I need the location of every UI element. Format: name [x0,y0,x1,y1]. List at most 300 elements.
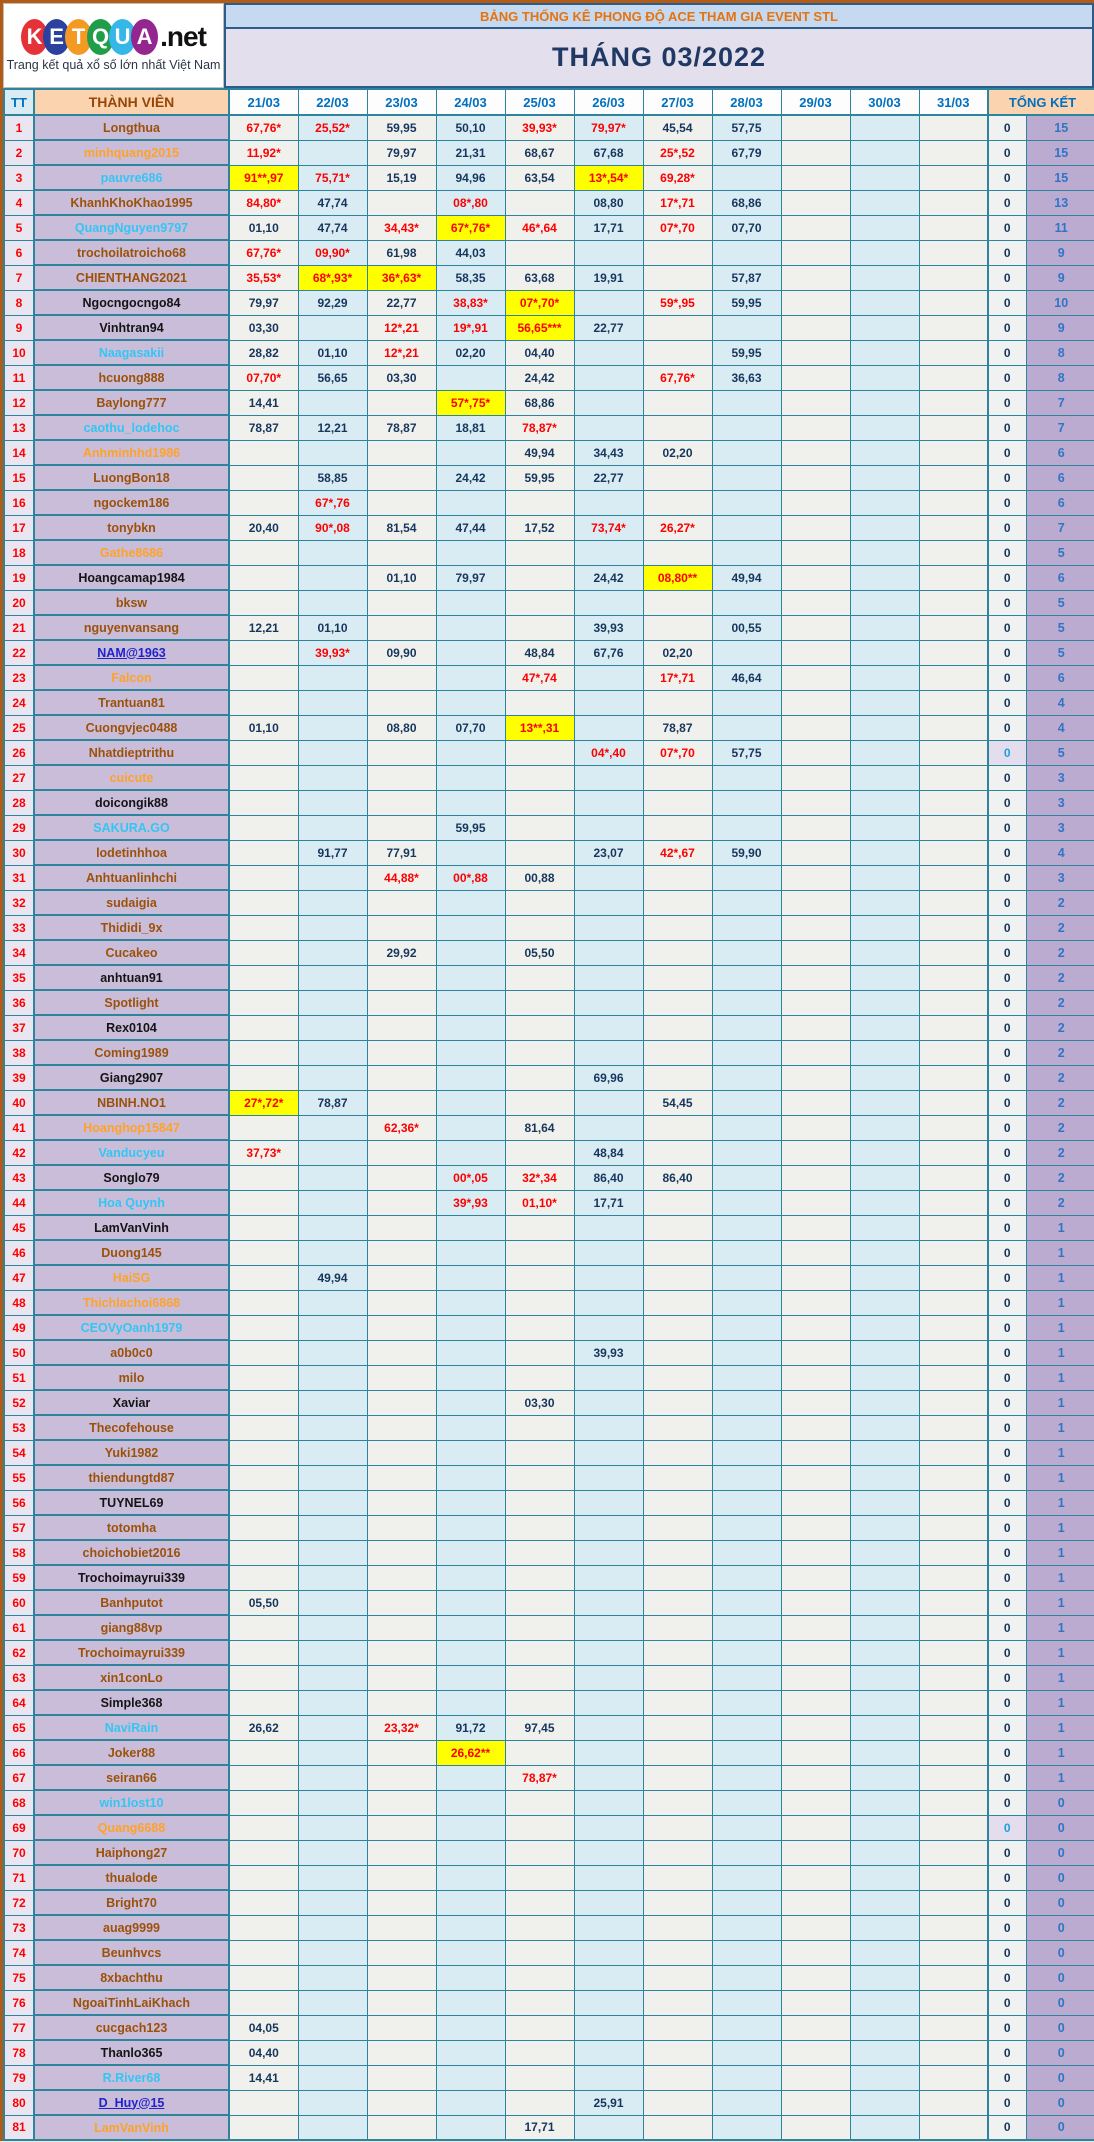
summary-total: 1 [1026,1365,1094,1390]
score-cell [367,1015,436,1040]
score-cell [781,1365,850,1390]
score-cell [367,1765,436,1790]
member-name: anhtuan91 [34,965,229,990]
score-cell [505,1215,574,1240]
score-cell [436,615,505,640]
row-number: 58 [4,1540,34,1565]
score-cell [712,390,781,415]
score-cell [367,2115,436,2140]
stats-table [3,88,1094,2141]
score-cell [298,590,367,615]
score-cell: 78,87* [505,415,574,440]
summary-total: 11 [1026,215,1094,240]
score-cell [229,1340,298,1365]
member-name: Anhminhhd1986 [34,440,229,465]
score-cell [919,665,988,690]
score-cell: 59*,95 [643,290,712,315]
score-cell [850,865,919,890]
score-cell [574,1465,643,1490]
summary-zero: 0 [988,765,1026,790]
row-number: 72 [4,1890,34,1915]
member-name: sudaigia [34,890,229,915]
summary-total: 0 [1026,1815,1094,1840]
score-cell: 47*,74 [505,665,574,690]
score-cell [850,1890,919,1915]
row-number: 63 [4,1665,34,1690]
score-cell [781,1065,850,1090]
score-cell [367,1140,436,1165]
member-name: Giang2907 [34,1065,229,1090]
score-cell [919,2065,988,2090]
score-cell [505,1315,574,1340]
score-cell [850,615,919,640]
score-cell [505,1240,574,1265]
score-cell [712,1490,781,1515]
score-cell [574,1390,643,1415]
score-cell [850,115,919,140]
score-cell [643,1065,712,1090]
summary-total: 0 [1026,1940,1094,1965]
score-cell [850,1990,919,2015]
row-number: 61 [4,1615,34,1640]
score-cell [298,1115,367,1140]
score-cell [298,1165,367,1190]
summary-zero: 0 [988,1265,1026,1290]
score-cell [367,1690,436,1715]
score-cell [436,1790,505,1815]
score-cell [574,1115,643,1140]
score-cell: 12,21 [298,415,367,440]
score-cell [436,740,505,765]
score-cell: 86,40 [574,1165,643,1190]
score-cell [850,1315,919,1340]
score-cell [505,965,574,990]
table-row [4,2090,1094,2115]
member-name: Quang6688 [34,1815,229,1840]
table-row [4,290,1094,315]
score-cell [436,2040,505,2065]
table-row [4,1140,1094,1165]
score-cell [712,1340,781,1365]
score-cell [367,1540,436,1565]
score-cell: 17,71 [574,1190,643,1215]
score-cell [781,465,850,490]
score-cell [298,1815,367,1840]
score-cell [712,1690,781,1715]
score-cell [850,1615,919,1640]
member-name: Hoa Quynh [34,1190,229,1215]
member-name: Thichlachoi6868 [34,1290,229,1315]
score-cell [505,1290,574,1315]
score-cell [436,1265,505,1290]
score-cell [574,990,643,1015]
row-number: 74 [4,1940,34,1965]
score-cell [505,1090,574,1115]
score-cell [850,515,919,540]
member-name: trochoilatroicho68 [34,240,229,265]
score-cell [781,490,850,515]
score-cell [505,790,574,815]
score-cell [436,665,505,690]
score-cell [643,1715,712,1740]
score-cell [367,815,436,840]
score-cell [505,1840,574,1865]
member-name: Trantuan81 [34,690,229,715]
score-cell: 19,91 [574,265,643,290]
score-cell [781,365,850,390]
score-cell [229,1540,298,1565]
score-cell [229,1665,298,1690]
table-row [4,1290,1094,1315]
score-cell: 49,94 [712,565,781,590]
score-cell [505,840,574,865]
table-row [4,1365,1094,1390]
site-logo[interactable] [3,3,224,88]
score-cell [436,2015,505,2040]
row-number: 69 [4,1815,34,1840]
score-cell [229,915,298,940]
score-cell [919,1665,988,1690]
summary-zero: 0 [988,615,1026,640]
summary-zero: 0 [988,940,1026,965]
score-cell [850,1440,919,1465]
score-cell [850,1915,919,1940]
summary-zero: 0 [988,1165,1026,1190]
score-cell [298,865,367,890]
score-cell: 48,84 [574,1140,643,1165]
score-cell: 02,20 [643,440,712,465]
score-cell [574,1665,643,1690]
score-cell [298,1915,367,1940]
score-cell: 25,52* [298,115,367,140]
score-cell [643,815,712,840]
member-name: NgoaiTinhLaiKhach [34,1990,229,2015]
score-cell [367,1640,436,1665]
score-cell: 68,67 [505,140,574,165]
score-cell [574,1565,643,1590]
score-cell [712,1190,781,1215]
summary-zero: 0 [988,790,1026,815]
score-cell: 05,50 [229,1590,298,1615]
score-cell [436,1415,505,1440]
member-name: cucgach123 [34,2015,229,2040]
score-cell [712,1540,781,1565]
score-cell: 34,43 [574,440,643,465]
summary-zero: 0 [988,1840,1026,1865]
score-cell [712,1465,781,1490]
score-cell [919,165,988,190]
score-cell [919,1615,988,1640]
summary-total: 1 [1026,1715,1094,1740]
score-cell [919,415,988,440]
score-cell [781,315,850,340]
score-cell [850,240,919,265]
score-cell [643,1740,712,1765]
row-number: 47 [4,1265,34,1290]
score-cell [574,1315,643,1340]
score-cell: 68,86 [505,390,574,415]
summary-total: 3 [1026,865,1094,890]
score-cell [505,1015,574,1040]
score-cell [781,790,850,815]
score-cell [850,790,919,815]
score-cell [712,1065,781,1090]
score-cell [781,1640,850,1665]
summary-zero: 0 [988,190,1026,215]
score-cell [712,490,781,515]
row-number: 50 [4,1340,34,1365]
score-cell: 17,71 [505,2115,574,2140]
summary-total: 1 [1026,1640,1094,1665]
row-number: 62 [4,1640,34,1665]
score-cell [712,1840,781,1865]
score-cell [919,1015,988,1040]
row-number: 14 [4,440,34,465]
score-cell [574,1965,643,1990]
score-cell: 49,94 [298,1265,367,1290]
summary-zero: 0 [988,1065,1026,1090]
score-cell [505,1615,574,1640]
score-cell [367,1065,436,1090]
score-cell [229,765,298,790]
summary-zero: 0 [988,1790,1026,1815]
summary-total: 4 [1026,840,1094,865]
score-cell [781,1565,850,1590]
table-row [4,765,1094,790]
score-cell [367,1790,436,1815]
score-cell: 22,77 [367,290,436,315]
score-cell: 00*,05 [436,1165,505,1190]
score-cell: 94,96 [436,165,505,190]
score-cell [919,1365,988,1390]
score-cell: 34,43* [367,215,436,240]
summary-zero: 0 [988,1365,1026,1390]
summary-total: 1 [1026,1465,1094,1490]
score-cell [367,665,436,690]
summary-zero: 0 [988,1115,1026,1140]
member-name[interactable]: NAM@1963 [34,640,229,665]
score-cell [298,2115,367,2140]
table-row [4,140,1094,165]
row-number: 45 [4,1215,34,1240]
score-cell: 14,41 [229,2065,298,2090]
summary-total: 1 [1026,1290,1094,1315]
member-name: pauvre686 [34,165,229,190]
table-row [4,1240,1094,1265]
score-cell [574,2015,643,2040]
month-title: THÁNG 03/2022 [224,29,1094,88]
score-cell [505,1340,574,1365]
summary-total: 1 [1026,1440,1094,1465]
score-cell: 50,10 [436,115,505,140]
table-row [4,1990,1094,2015]
score-cell [712,1390,781,1415]
score-cell [712,1915,781,1940]
score-cell [919,1740,988,1765]
score-cell: 18,81 [436,415,505,440]
score-cell: 07*,70 [643,215,712,240]
score-cell [574,1040,643,1065]
score-cell: 67,68 [574,140,643,165]
score-cell [919,1890,988,1915]
score-cell [229,1365,298,1390]
score-cell: 07*,70 [643,740,712,765]
member-name: Gathe8686 [34,540,229,565]
score-cell [781,2065,850,2090]
table-row [4,265,1094,290]
member-name: KhanhKhoKhao1995 [34,190,229,215]
score-cell [298,1665,367,1690]
score-cell [919,1240,988,1265]
score-cell [781,390,850,415]
score-cell: 22,77 [574,465,643,490]
row-number: 78 [4,2040,34,2065]
summary-total: 0 [1026,2065,1094,2090]
score-cell [781,590,850,615]
score-cell [712,1515,781,1540]
score-cell [574,890,643,915]
logo-letter: T [65,19,92,55]
score-cell [643,1540,712,1565]
score-cell: 09,90 [367,640,436,665]
score-cell [850,1090,919,1115]
summary-zero: 0 [988,665,1026,690]
score-cell: 68*,93* [298,265,367,290]
score-cell [505,1590,574,1615]
score-cell [505,690,574,715]
score-cell [781,1540,850,1565]
score-cell [850,1415,919,1440]
score-cell [712,1115,781,1140]
summary-zero: 0 [988,865,1026,890]
score-cell [850,2090,919,2115]
row-number: 8 [4,290,34,315]
row-number: 68 [4,1790,34,1815]
score-cell [919,1765,988,1790]
score-cell [298,1790,367,1815]
score-cell [781,1765,850,1790]
score-cell: 44,88* [367,865,436,890]
column-header-date: 24/03 [436,89,505,115]
score-cell [643,1565,712,1590]
score-cell [781,1465,850,1490]
score-cell [919,715,988,740]
score-cell [850,1165,919,1190]
table-row [4,340,1094,365]
summary-total: 8 [1026,365,1094,390]
score-cell: 47,74 [298,190,367,215]
logo-wordmark [21,19,206,55]
score-cell: 07,70 [436,715,505,740]
summary-total: 3 [1026,815,1094,840]
row-number: 42 [4,1140,34,1165]
score-cell [850,2040,919,2065]
score-cell: 57,75 [712,740,781,765]
member-name: Xaviar [34,1390,229,1415]
score-cell: 08,80** [643,565,712,590]
score-cell: 46*,64 [505,215,574,240]
score-cell [712,1590,781,1615]
score-cell [229,1215,298,1240]
score-cell [436,1840,505,1865]
score-cell [436,1540,505,1565]
score-cell [781,1040,850,1065]
score-cell [436,1140,505,1165]
score-cell [367,1865,436,1890]
table-row [4,2040,1094,2065]
score-cell [574,1265,643,1290]
score-cell [298,790,367,815]
score-cell [781,1090,850,1115]
table-row [4,840,1094,865]
score-cell [367,1290,436,1315]
score-cell [781,1615,850,1640]
table-row [4,215,1094,240]
score-cell [781,1140,850,1165]
score-cell [781,515,850,540]
score-cell [919,1965,988,1990]
member-name: Trochoimayrui339 [34,1565,229,1590]
score-cell [229,1165,298,1190]
row-number: 56 [4,1490,34,1515]
score-cell [712,415,781,440]
score-cell: 00,55 [712,615,781,640]
score-cell [229,640,298,665]
table-row [4,590,1094,615]
score-cell [229,1315,298,1340]
score-cell [643,590,712,615]
member-name: Spotlight [34,990,229,1015]
summary-zero: 0 [988,1290,1026,1315]
summary-total: 2 [1026,1115,1094,1140]
table-row [4,1115,1094,1140]
table-row [4,190,1094,215]
summary-total: 0 [1026,2015,1094,2040]
score-cell [436,1015,505,1040]
score-cell [436,1890,505,1915]
score-cell: 57*,75* [436,390,505,415]
column-header-date: 30/03 [850,89,919,115]
score-cell [574,1615,643,1640]
score-cell [367,690,436,715]
table-row [4,2065,1094,2090]
score-cell [574,940,643,965]
score-cell [298,765,367,790]
summary-total: 5 [1026,740,1094,765]
score-cell [643,1290,712,1315]
table-row [4,690,1094,715]
table-row [4,2115,1094,2140]
score-cell [919,940,988,965]
score-cell [574,1015,643,1040]
member-name[interactable]: D_Huy@15 [34,2090,229,2115]
header-area [3,3,1094,88]
score-cell [229,2090,298,2115]
score-cell [298,440,367,465]
summary-zero: 0 [988,1940,1026,1965]
score-cell [367,1365,436,1390]
table-row [4,1765,1094,1790]
score-cell [298,715,367,740]
score-cell [643,1665,712,1690]
score-cell [436,1115,505,1140]
score-cell [919,1065,988,1090]
score-cell [298,965,367,990]
score-cell: 15,19 [367,165,436,190]
score-cell: 86,40 [643,1165,712,1190]
score-cell: 04,40 [229,2040,298,2065]
summary-zero: 0 [988,240,1026,265]
